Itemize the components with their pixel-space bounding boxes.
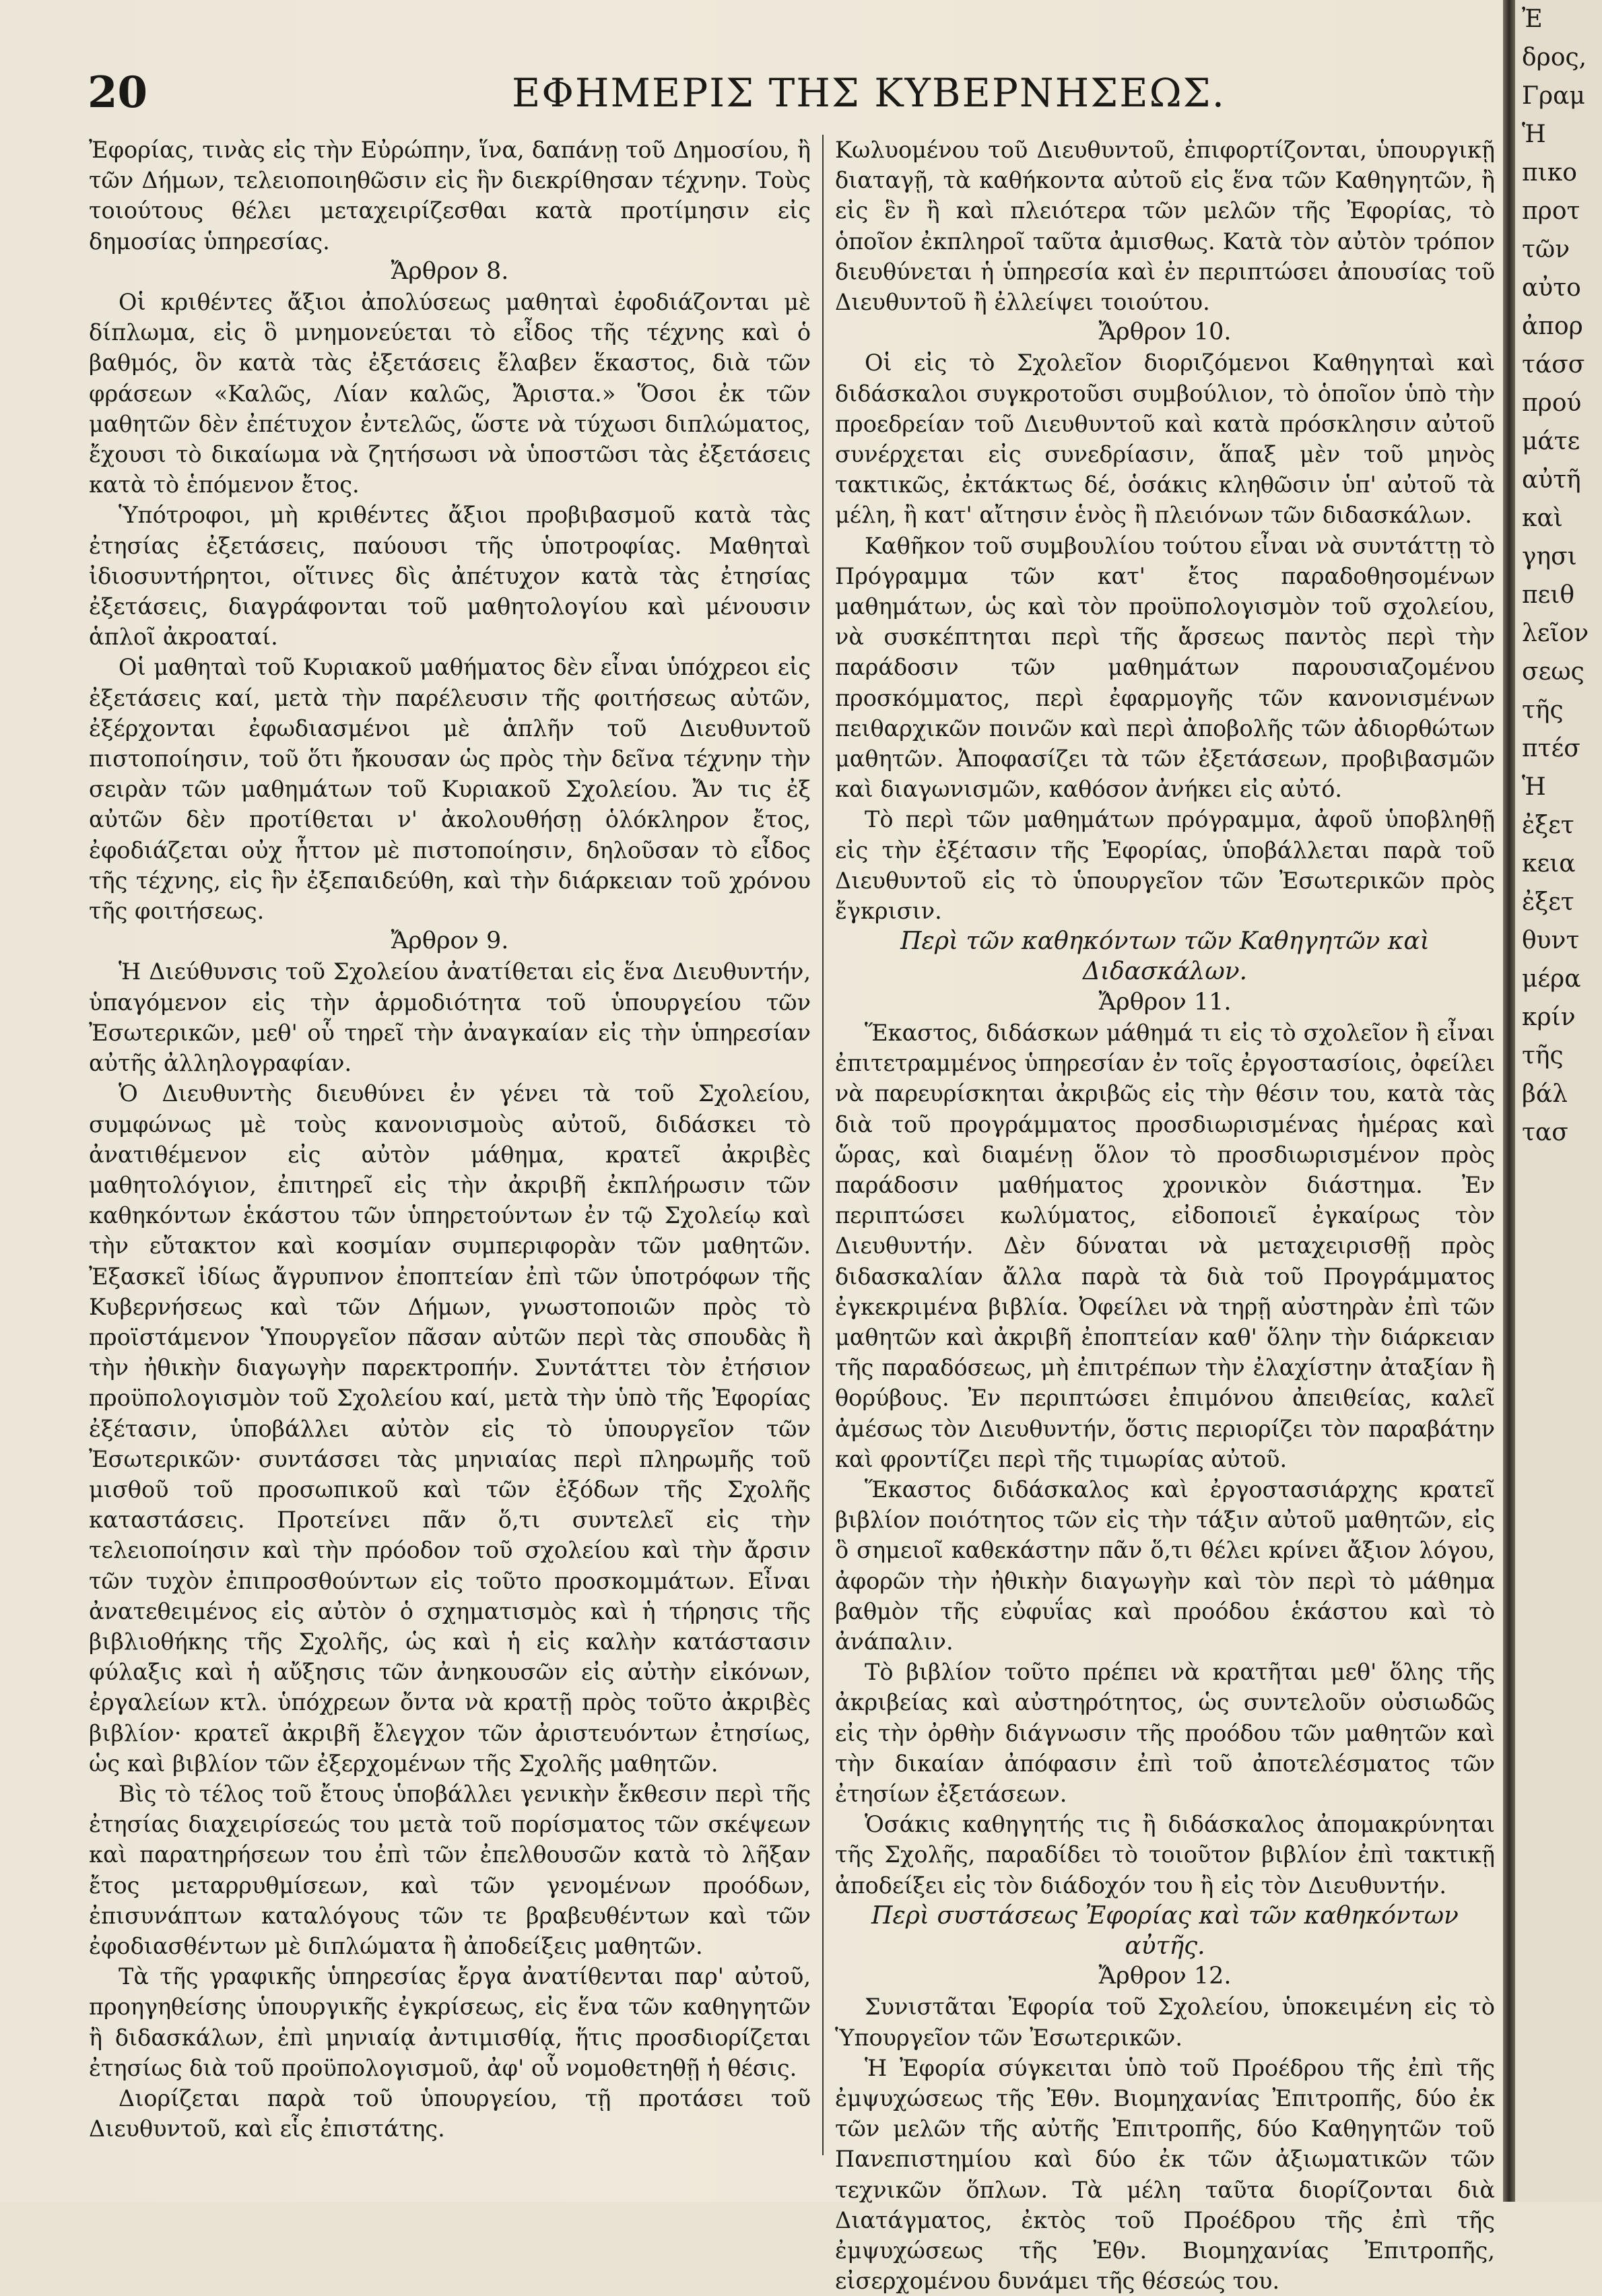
paragraph: Καθῆκον τοῦ συμβουλίου τούτου εἶναι νὰ συντάττῃ τὸ Πρόγραμμα τῶν κατ' ἔτος παραδοθησομένων μαθημάτων, ὡς καὶ τὸν προϋπολογισμὸν τοῦ σχολείου, νὰ συσκέπτηται περὶ τῆς ἄρσεως παντὸς περὶ τὴν παράδοσιν τῶν μαθημάτων παρουσιαζομένου προσκόμματος, περὶ ἐφαρμογῆς τῶν κανονισμένων πειθαρχικῶν ποινῶν καὶ περὶ ἀποβολῆς τῶν ἀδιορθώτων μαθητῶν. Ἀποφασίζει τὰ τῶν ἐξετάσεων, προβιβασμῶν καὶ διαγωνισμῶν, καθόσον ἀνήκει εἰς αὐτό. — [835, 532, 1495, 803]
paragraph: Συνιστᾶται Ἐφορία τοῦ Σχολείου, ὑποκειμένη εἰς τὸ Ὑπουργεῖον τῶν Ἐσωτερικῶν. — [835, 1994, 1495, 2051]
paragraph: Βὶς τὸ τέλος τοῦ ἔτους ὑποβάλλει γενικὴν ἔκθεσιν περὶ τῆς ἐτησίας διαχειρίσεώς του μετὰ τοῦ πορίσματος τῶν σκέψεων καὶ παρατηρήσεων του ἐπὶ τῶν ἐπελθουσῶν κατὰ τὸ λῆξαν ἔτος μεταρρυθμίσεων, καὶ τῶν γενομένων προόδων, ἐπισυνάπτων καταλόγους τῶν τε βραβευθέντων καὶ τῶν ἐφοδιασθέντων μὲ διπλώματα ἢ ἀποδείξεις μαθητῶν. — [89, 1780, 811, 1959]
paragraph: Οἱ μαθηταὶ τοῦ Κυριακοῦ μαθήματος δὲν εἶναι ὑπόχρεοι εἰς ἐξετάσεις καί, μετὰ τὴν παρέλευσιν τῆς φοιτήσεως αὐτῶν, ἐξέρχονται ἐφωδιασμένοι μὲ ἁπλῆν τοῦ Διευθυντοῦ πιστοποίησιν, τοῦ ὅτι ἤκουσαν ὡς πρὸς τὴν δεῖνα τέχνην τὴν σειρὰν τῶν μαθημάτων τοῦ Κυριακοῦ Σχολείου. Ἄν τις ἐξ αὐτῶν δὲν προτίθεται ν' ἀκολουθήσῃ ὁλόκληρον ἔτος, ἐφοδιάζεται οὐχ ἧττον μὲ πιστοποίησιν, δηλοῦσαν τὸ εἶδος τῆς τέχνης, εἰς ἣν ἐξεπαιδεύθη, καὶ τὴν διάρκειαν τοῦ χρόνου τῆς φοιτήσεως. — [89, 654, 811, 925]
next-page-line: Ἐ — [1522, 5, 1543, 33]
right-column — [835, 135, 1495, 2296]
book-spine-gutter — [1503, 0, 1515, 2202]
paragraph: Ἡ Ἐφορία σύγκειται ὑπὸ τοῦ Προέδρου τῆς ἐπὶ τῆς ἐμψυχώσεως τῆς Ἐθν. Βιομηχανίας Ἐπιτροπῆς, δύο ἐκ τῶν μελῶν τῆς αὐτῆς Ἐπιτροπῆς, δύο Καθηγητῶν τοῦ Πανεπιστημίου καὶ δύο ἐκ τῶν ἀξιωματικῶν τῶν τεχνικῶν ὅπλων. Τὰ μέλη ταῦτα διορίζονται διὰ Διατάγματος, ἐκτὸς τοῦ Προέδρου τῆς ἐπὶ τῆς ἐμψυχώσεως τῆς Ἐθν. Βιομηχανίας Ἐπιτροπῆς, εἰσερχομένου δυνάμει τῆς θέσεώς του. — [835, 2054, 1495, 2295]
article-heading: Ἄρθρον 8. — [391, 257, 509, 285]
next-page-line: δρος, — [1522, 44, 1587, 71]
next-page-line: Ἡ — [1522, 121, 1546, 148]
next-page-line: μέρα — [1522, 965, 1581, 993]
next-page-line: ἐξετ — [1522, 888, 1574, 916]
next-page-line: αὐτο — [1522, 274, 1581, 302]
next-page-line: αὐτῆ — [1522, 466, 1581, 494]
next-page-line: πικο — [1522, 159, 1577, 187]
paragraph: Τὸ περὶ τῶν μαθημάτων πρόγραμμα, ἀφοῦ ὑποβληθῇ εἰς τὴν ἐξέτασιν τῆς Ἐφορίας, ὑποβάλλεται παρὰ τοῦ Διευθυντοῦ εἰς τὸ ὑπουργεῖον τῶν Ἐσωτερικῶν πρὸς ἔγκρισιν. — [835, 806, 1495, 925]
next-page-line: πειθ — [1522, 581, 1575, 609]
next-page-line: πρού — [1522, 389, 1582, 417]
next-page-line: θυντ — [1522, 927, 1580, 954]
next-page-line: Ἡ — [1522, 773, 1546, 801]
next-page-line: καὶ — [1522, 504, 1563, 532]
next-page-line: Γραμ — [1522, 82, 1585, 110]
article-heading: Ἄρθρον 11. — [1098, 988, 1232, 1016]
left-column — [89, 135, 811, 2144]
next-page-line: τῶν — [1522, 236, 1570, 263]
paragraph: Κωλυομένου τοῦ Διευθυντοῦ, ἐπιφορτίζονται, ὑπουργικῇ διαταγῇ, τὰ καθήκοντα αὐτοῦ εἰς ἕνα τῶν Καθηγητῶν, ἢ εἰς ἓν ἢ καὶ πλειότερα τῶν μελῶν τῆς Ἐφορίας, τὸ ὁποῖον ἐκπληροῖ ταῦτα ἀμισθως. Κατὰ τὸν αὐτὸν τρόπον διευθύνεται ἡ ὑπηρεσία καὶ ἐν περιπτώσει ἀπουσίας τοῦ Διευθυντοῦ ἢ ἐλλείψει τοιούτου. — [835, 137, 1495, 316]
next-page-line: μάτε — [1522, 428, 1580, 455]
next-page-line: κεια — [1522, 850, 1576, 878]
paragraph: Τὰ τῆς γραφικῆς ὑπηρεσίας ἔργα ἀνατίθενται παρ' αὐτοῦ, προηγηθείσης ὑπουργικῆς ἐγκρίσεως, εἰς ἕνα τῶν καθηγητῶν ἢ διδασκάλων, ἐπὶ μηνιαίᾳ ἀντιμισθίᾳ, ἥτις προσδιορίζεται ἐτησίως διὰ τοῦ προϋπολογισμοῦ, ἀφ' οὗ νομοθετηθῇ ἡ θέσις. — [89, 1963, 811, 2081]
paragraph: Ἡ Διεύθυνσις τοῦ Σχολείου ἀνατίθεται εἰς ἕνα Διευθυντήν, ὑπαγόμενον εἰς τὴν ἁρμοδιότητα τοῦ ὑπουργείου τῶν Ἐσωτερικῶν, μεθ' οὗ τηρεῖ τὴν ἀναγκαίαν εἰς τὴν ὑπηρεσίαν αὐτῆς ἀλληλογραφίαν. — [89, 958, 811, 1077]
next-page-line: τῆς — [1522, 1042, 1564, 1070]
section-heading: Περὶ τῶν καθηκόντων τῶν Καθηγητῶν καὶ Διδασκάλων. — [900, 927, 1430, 986]
next-page-fragment — [1515, 0, 1602, 2202]
journal-title: ΕΦΗΜΕΡΙΣ ΤΗΣ ΚΥΒΕΡΝΗΣΕΩΣ. — [512, 70, 1226, 116]
paragraph: Τὸ βιβλίον τοῦτο πρέπει νὰ κρατῆται μεθ' ὅλης τῆς ἀκριβείας καὶ αὐστηρότητος, ὡς συντελοῦν οὐσιωδῶς εἰς τὴν ὀρθὴν διάγνωσιν τῆς προόδου τῶν μαθητῶν καὶ τὴν δικαίαν ἀπόφασιν ἐπὶ τοῦ ἀποτελέσματος τῶν ἐτησίων ἐξετάσεων. — [835, 1659, 1495, 1807]
next-page-line: κρίν — [1522, 1004, 1576, 1031]
paragraph: Ἕκαστος διδάσκαλος καὶ ἐργοστασιάρχης κρατεῖ βιβλίον ποιότητος τῶν εἰς τὴν τάξιν αὐτοῦ μαθητῶν, εἰς ὃ σημειοῖ καθεκάστην πᾶν ὅ,τι θέλει κρίνει ἄξιον λόγου, ἀφορῶν τὴν ἠθικὴν διαγωγὴν καὶ τὸν περὶ τὸ μάθημα βαθμὸν τῆς εὐφυΐας καὶ προόδου ἑκάστου καὶ τὸ ἀνάπαλιν. — [835, 1476, 1495, 1655]
section-heading: Περὶ συστάσεως Ἐφορίας καὶ τῶν καθηκόντων αὐτῆς. — [871, 1901, 1459, 1960]
article-heading: Ἄρθρον 9. — [391, 927, 509, 955]
next-page-line: πτέσ — [1522, 735, 1580, 762]
paragraph: Διορίζεται παρὰ τοῦ ὑπουργείου, τῇ προτάσει τοῦ Διευθυντοῦ, καὶ εἷς ἐπιστάτης. — [89, 2085, 811, 2142]
paragraph: Ὑπότροφοι, μὴ κριθέντες ἄξιοι προβιβασμοῦ κατὰ τὰς ἐτησίας ἐξετάσεις, παύουσι τῆς ὑποτροφίας. Μαθηταὶ ἰδιοσυντήρητοι, οἵτινες δὶς ἀπέτυχον κατὰ τὰς ἐτησίας ἐξετάσεις, διαγράφονται τοῦ μαθητολογίου καὶ μένουσιν ἁπλοῖ ἀκροαταί. — [89, 502, 811, 651]
next-page-line: τασ — [1522, 1119, 1568, 1146]
next-page-line: σεως — [1522, 658, 1584, 686]
next-page-line: βάλ — [1522, 1080, 1568, 1108]
article-heading: Ἄρθρον 10. — [1098, 319, 1232, 346]
next-page-line: ἐξετ — [1522, 812, 1574, 839]
paragraph: Ὁσάκις καθηγητής τις ἢ διδάσκαλος ἀπομακρύνηται τῆς Σχολῆς, παραδίδει τὸ τοιοῦτον βιβλίον ἐπὶ τακτικῇ ἀποδείξει εἰς τὸν διάδοχόν του ἢ εἰς τὸν Διευθυντήν. — [835, 1811, 1495, 1899]
paragraph: Ἕκαστος, διδάσκων μάθημά τι εἰς τὸ σχολεῖον ἢ εἶναι ἐπιτετραμμένος ὑπηρεσίαν ἐν τοῖς ἐργοστασίοις, ὀφείλει νὰ παρευρίσκηται ἀκριβῶς εἰς τὴν θέσιν του, κατὰ τὰς διὰ τοῦ προγράμματος προσδιωρισμένας ἡμέρας καὶ ὥρας, καὶ διαμένῃ ὅλον τὸ προσδιωρισμένον πρὸς παράδοσιν μαθήματος χρονικὸν διάστημα. Ἐν περιπτώσει κωλύματος, εἰδοποιεῖ ἐγκαίρως τὸν Διευθυντήν. Δὲν δύναται νὰ μεταχειρισθῇ πρὸς διδασκαλίαν ἄλλα παρὰ τὰ διὰ τοῦ Προγράμματος ἐγκεκριμένα βιβλία. Ὀφείλει νὰ τηρῇ αὐστηρὰν ἐπὶ τῶν μαθητῶν καὶ ἀκριβῆ ἐποπτείαν καθ' ὅλην τὴν διάρκειαν τῆς παραδόσεως, μὴ ἐπιτρέπων τὴν ἐλαχίστην ἀταξίαν ἢ θορύβους. Ἐν περιπτώσει ἐπιμόνου ἀπειθείας, καλεῖ ἀμέσως τὸν Διευθυντήν, ὅστις περιορίζει τὸν παραβάτην καὶ φροντίζει περὶ τῆς τιμωρίας αὐτοῦ. — [835, 1019, 1495, 1472]
paragraph: Ἐφορίας, τινὰς εἰς τὴν Εὐρώπην, ἵνα, δαπάνῃ τοῦ Δημοσίου, ἢ τῶν Δήμων, τελειοποιηθῶσιν εἰς ἣν διεκρίθησαν τέχνην. Τοὺς τοιούτους θέλει μεταχειρίζεσθαι κατὰ προτίμησιν εἰς δημοσίας ὑπηρεσίας. — [89, 137, 811, 255]
next-page-line: τάσσ — [1522, 351, 1585, 379]
next-page-line: ἀπορ — [1522, 313, 1583, 340]
paragraph: Οἱ κριθέντες ἄξιοι ἀπολύσεως μαθηταὶ ἐφοδιάζονται μὲ δίπλωμα, εἰς ὃ μνημονεύεται τὸ εἶδος τῆς τέχνης καὶ ὁ βαθμός, ὃν κατὰ τὰς ἐξετάσεις ἔλαβεν ἕκαστος, διὰ τῶν φράσεων «Καλῶς, Λίαν καλῶς, Ἄριστα.» Ὅσοι ἐκ τῶν μαθητῶν δὲν ἐπέτυχον ἐντελῶς, ὥστε νὰ τύχωσι διπλώματος, ἔχουσι τὸ δικαίωμα νὰ ζητήσωσι νὰ ὑποστῶσι τὰς ἐξετάσεις κατὰ τὸ ἑπόμενον ἔτος. — [89, 289, 811, 498]
page-number: 20 — [88, 67, 148, 118]
paragraph: Οἱ εἰς τὸ Σχολεῖον διοριζόμενοι Καθηγηταὶ καὶ διδάσκαλοι συγκροτοῦσι συμβούλιον, τὸ ὁποῖον ὑπὸ τὴν προεδρείαν τοῦ Διευθυντοῦ καὶ κατὰ πρόσκλησιν αὐτοῦ συνέρχεται εἰς συνεδρίασιν, ἅπαξ μὲν τοῦ μηνὸς τακτικῶς, ἐκτάκτως δέ, ὁσάκις κληθῶσιν ὑπ' αὐτοῦ τὰ μέλη, ἢ κατ' αἴτησιν ἑνὸς ἢ πλειόνων τῶν διδασκάλων. — [835, 350, 1495, 529]
next-page-line: λεῖον — [1522, 620, 1589, 647]
page-header — [88, 67, 1488, 128]
next-page-line: τῆς — [1522, 696, 1564, 724]
next-page-line: γησι — [1522, 543, 1577, 570]
paragraph: Ὁ Διευθυντὴς διευθύνει ἐν γένει τὰ τοῦ Σχολείου, συμφώνως μὲ τοὺς κανονισμοὺς αὐτοῦ, διδάσκει τὸ ἀνατιθέμενον εἰς αὐτὸν μάθημα, κρατεῖ ἀκριβὲς μαθητολόγιον, ἐπιτηρεῖ εἰς τὴν ἀκριβῆ ἐκπλήρωσιν τῶν καθηκόντων ἑκάστου τῶν ὑπηρετούντων ἐν τῷ Σχολείῳ καὶ τὴν εὔτακτον καὶ κοσμίαν συμπεριφορὰν τῶν μαθητῶν. Ἐξασκεῖ ἰδίως ἄγρυπνον ἐποπτείαν ἐπὶ τῶν ὑποτρόφων τῆς Κυβερνήσεως καὶ τῶν Δήμων, γνωστοποιῶν πρὸς τὸ προϊστάμενον Ὑπουργεῖον πᾶσαν αὐτῶν περὶ τὰς σπουδὰς ἢ τὴν ἠθικὴν διαγωγὴν παρεκτροπήν. Συντάττει τὸν ἐτήσιον προϋπολογισμὸν τοῦ Σχολείου καί, μετὰ τὴν ὑπὸ τῆς Ἐφορίας ἐξέτασιν, ὑποβάλλει αὐτὸν εἰς τὸ ὑπουργεῖον τῶν Ἐσωτερικῶν· συντάσσει τὰς μηνιαίας περὶ πληρωμῆς τοῦ μισθοῦ τοῦ προσωπικοῦ καὶ τῶν ἐξόδων τῆς Σχολῆς καταστάσεις. Προτείνει πᾶν ὅ,τι συντελεῖ εἰς τὴν τελειοποίησιν καὶ τὴν πρόοδον τοῦ σχολείου καὶ τὴν ἄρσιν τῶν τυχὸν ἐπιπροσθούντων εἰς τοῦτο προσκομμάτων. Εἶναι ἀνατεθειμένος εἰς αὐτὸν ὁ σχηματισμὸς καὶ ἡ τήρησις τῆς βιβλιοθήκης τῆς Σχολῆς, ὡς καὶ ἡ εἰς καλὴν κατάστασιν φύλαξις καὶ ἡ αὔξησις τῶν ἀνηκουσῶν εἰς αὐτὴν εἰκόνων, ἐργαλείων κτλ. ὑπόχρεων ὄντα νὰ κρατῇ πρὸς τοῦτο ἀκριβὲς βιβλίον· κρατεῖ ἀκριβῆ ἔλεγχον τῶν ἀριστευόντων ἐτησίως, ὡς καὶ βιβλίον τῶν ἐξερχομένων τῆς Σχολῆς μαθητῶν. — [89, 1080, 811, 1777]
column-divider — [822, 135, 824, 2155]
next-page-line: προτ — [1522, 197, 1580, 225]
article-heading: Ἄρθρον 12. — [1098, 1963, 1232, 1990]
